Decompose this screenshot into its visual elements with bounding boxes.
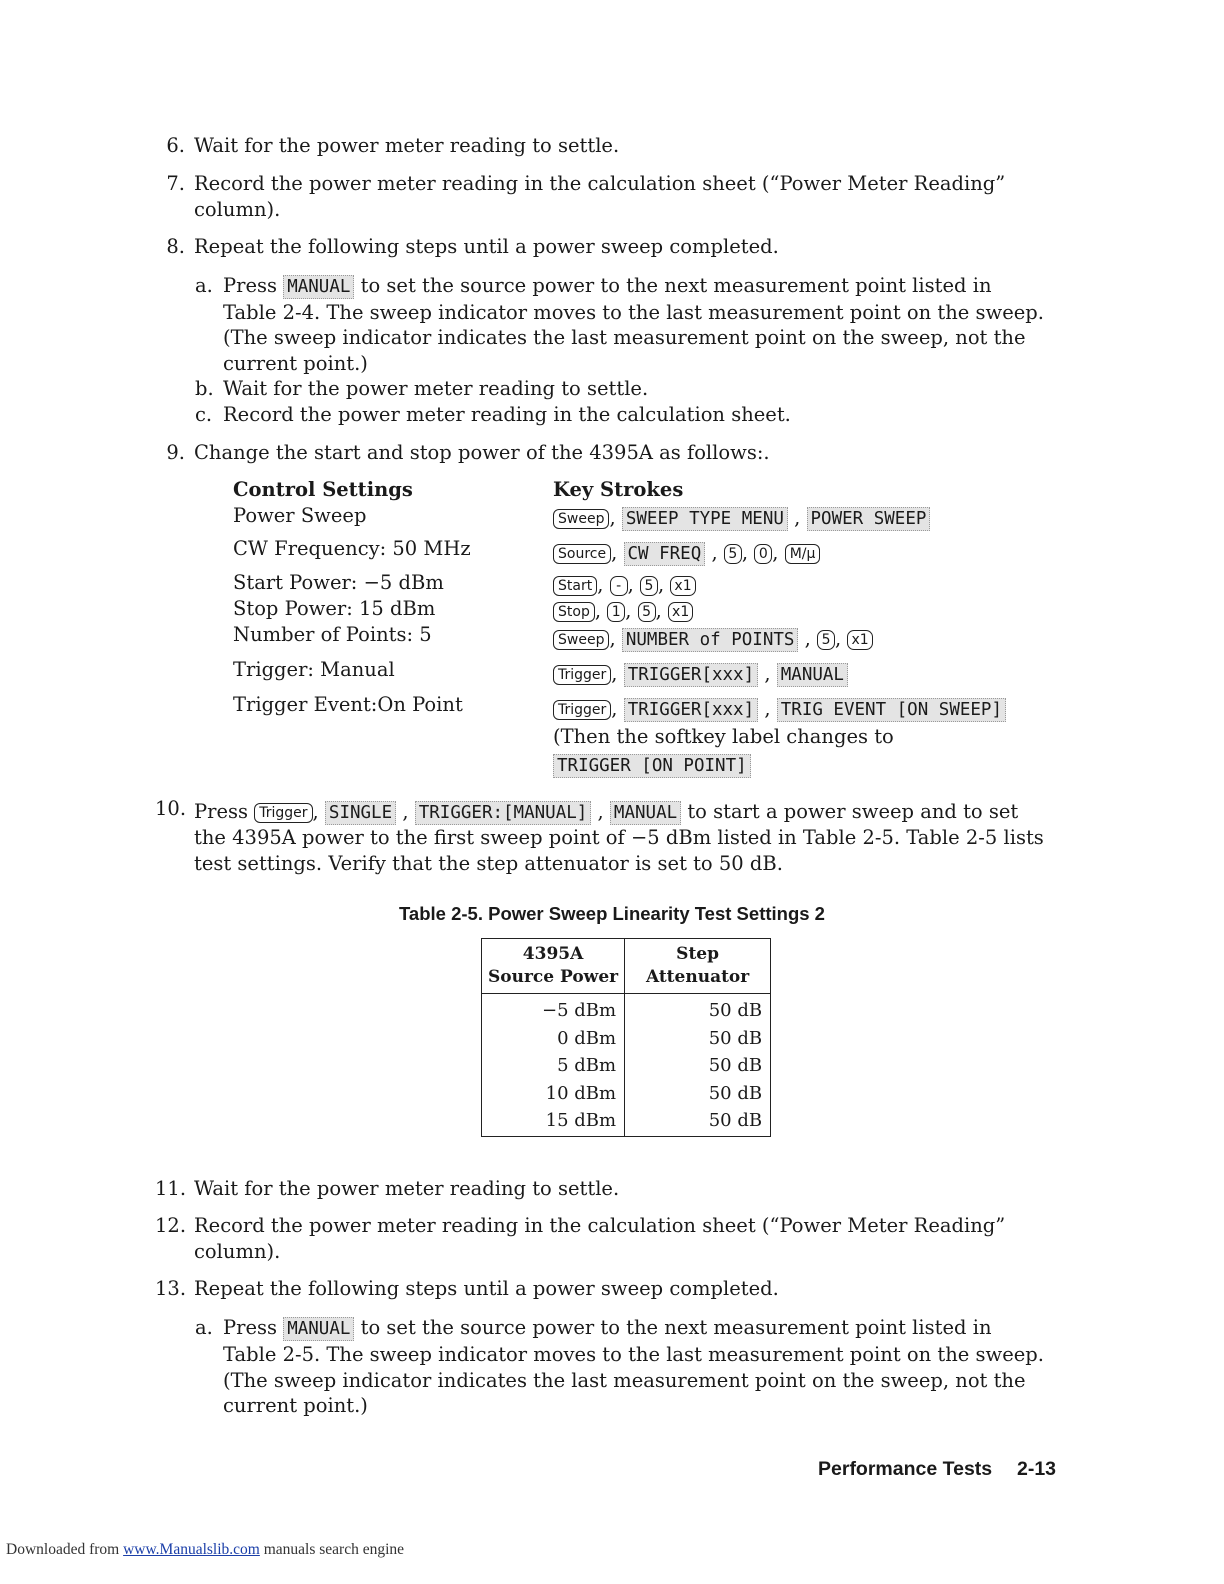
table-header-step-attenuator: Step Attenuator [625, 939, 771, 994]
stop-hardkey[interactable]: Stop [553, 602, 595, 622]
manualslib-link[interactable]: www.Manualslib.com [123, 1541, 260, 1558]
footer-page-number: 2-13 [1016, 1458, 1057, 1480]
manual-softkey[interactable]: MANUAL [283, 275, 354, 299]
source-hardkey[interactable]: Source [553, 544, 611, 564]
step-text: Repeat the following steps until a power sweep completed. [194, 235, 779, 258]
trigger-on-point-softkey[interactable]: TRIGGER [ON POINT] [553, 754, 751, 778]
step-number: 12. [155, 1214, 187, 1237]
control-settings-header: Control Settings [233, 478, 413, 501]
step-number: 8. [166, 235, 185, 258]
single-softkey[interactable]: SINGLE [325, 801, 396, 825]
substep-text: Press MANUAL to set the source power to the next measurement point listed in [223, 1316, 992, 1339]
softkey-note: (Then the softkey label changes to [553, 725, 894, 748]
setting-label: Trigger: Manual [233, 658, 395, 681]
substep-label: b. [195, 377, 214, 400]
step-number: 11. [155, 1177, 187, 1200]
step-text: column). [194, 1240, 281, 1263]
trigger-xxx-softkey[interactable]: TRIGGER[xxx] [624, 663, 758, 687]
substep-text: Table 2-5. The sweep indicator moves to the last measurement point on the sweep. [223, 1343, 1044, 1366]
step-text: test settings. Verify that the step attenuator is set to 50 dB. [194, 852, 783, 875]
substep-text: current point.) [223, 352, 368, 375]
step-text: Record the power meter reading in the calculation sheet (“Power Meter Reading” [194, 1214, 1006, 1237]
setting-label: Start Power: −5 dBm [233, 571, 444, 594]
trigger-xxx-softkey[interactable]: TRIGGER[xxx] [624, 698, 758, 722]
manual-softkey[interactable]: MANUAL [283, 1317, 354, 1341]
table-caption: Table 2-5. Power Sweep Linearity Test Settings 2 [399, 903, 825, 924]
substep-text: Press MANUAL to set the source power to the next measurement point listed in [223, 274, 992, 297]
substep-text: current point.) [223, 1394, 368, 1417]
step-number: 9. [166, 441, 185, 464]
sweep-type-menu-softkey[interactable]: SWEEP TYPE MENU [622, 507, 788, 531]
substep-label: a. [195, 1316, 213, 1339]
digit-key[interactable]: 0 [754, 544, 772, 564]
key-strokes: Start , - , 5 , x1 [553, 572, 696, 598]
digit-key[interactable]: 5 [638, 602, 656, 622]
download-banner: Downloaded from www.Manualslib.com manuals search engine [6, 1541, 405, 1558]
number-of-points-softkey[interactable]: NUMBER of POINTS [622, 628, 799, 652]
substep-text: Record the power meter reading in the calculation sheet. [223, 403, 791, 426]
digit-key[interactable]: 1 [607, 602, 625, 622]
step-text: Change the start and stop power of the 4395A as follows:. [194, 441, 770, 464]
cw-freq-softkey[interactable]: CW FREQ [624, 542, 706, 566]
setting-label: Trigger Event:On Point [233, 693, 463, 716]
manual-softkey[interactable]: MANUAL [610, 801, 681, 825]
page-footer [818, 1458, 1056, 1481]
setting-label: Power Sweep [233, 504, 367, 527]
step-text: Record the power meter reading in the calculation sheet (“Power Meter Reading” [194, 172, 1006, 195]
step-number: 6. [166, 134, 185, 157]
substep-label: c. [195, 403, 213, 426]
key-strokes: Sweep , SWEEP TYPE MENU , POWER SWEEP [553, 505, 930, 531]
setting-label: Stop Power: 15 dBm [233, 597, 436, 620]
trig-event-softkey[interactable]: TRIG EVENT [ON SWEEP] [777, 698, 1006, 722]
step-text: Wait for the power meter reading to settle. [194, 134, 620, 157]
step-text: Wait for the power meter reading to settle. [194, 1177, 620, 1200]
step-text: Repeat the following steps until a power sweep completed. [194, 1277, 779, 1300]
key-strokes-header: Key Strokes [553, 478, 684, 501]
key-strokes: Sweep , NUMBER of POINTS , 5 , x1 [553, 626, 873, 652]
step-text: column). [194, 198, 281, 221]
step-text: the 4395A power to the first sweep point of −5 dBm listed in Table 2-5. Table 2-5 lists [194, 826, 1044, 849]
table-row: −5 dBm 50 dB [482, 994, 771, 1025]
table-row: 5 dBm 50 dB [482, 1052, 771, 1080]
step-number: 10. [155, 797, 187, 820]
trigger-hardkey[interactable]: Trigger [553, 665, 611, 685]
setting-label: CW Frequency: 50 MHz [233, 537, 471, 560]
unit-key[interactable]: M/μ [785, 544, 821, 564]
start-hardkey[interactable]: Start [553, 576, 597, 596]
trigger-manual-softkey[interactable]: TRIGGER:[MANUAL] [415, 801, 592, 825]
sweep-hardkey[interactable]: Sweep [553, 630, 609, 650]
step-text: Press Trigger , SINGLE , TRIGGER:[MANUAL] , MANUAL to start a power sweep and to set [194, 800, 1019, 823]
digit-key[interactable]: 5 [724, 544, 742, 564]
table-row: 10 dBm 50 dB [482, 1080, 771, 1108]
step-number: 13. [155, 1277, 187, 1300]
table-row: 15 dBm 50 dB [482, 1107, 771, 1136]
minus-key[interactable]: - [610, 576, 628, 596]
footer-section: Performance Tests [818, 1458, 993, 1480]
power-sweep-softkey[interactable]: POWER SWEEP [807, 507, 931, 531]
trigger-hardkey[interactable]: Trigger [553, 700, 611, 720]
key-strokes: Stop , 1 , 5 , x1 [553, 598, 693, 624]
x1-key[interactable]: x1 [670, 576, 695, 596]
key-strokes: Source , CW FREQ , 5 , 0 , M/μ [553, 540, 820, 566]
table-row: 0 dBm 50 dB [482, 1025, 771, 1053]
substep-text: Wait for the power meter reading to settle. [223, 377, 649, 400]
setting-label: Number of Points: 5 [233, 623, 432, 646]
digit-key[interactable]: 5 [817, 630, 835, 650]
x1-key[interactable]: x1 [847, 630, 872, 650]
substep-label: a. [195, 274, 213, 297]
power-sweep-table [481, 938, 771, 1137]
step-number: 7. [166, 172, 185, 195]
manual-softkey[interactable]: MANUAL [777, 663, 848, 687]
trigger-hardkey[interactable]: Trigger [254, 803, 312, 823]
sweep-hardkey[interactable]: Sweep [553, 509, 609, 529]
key-strokes: Trigger , TRIGGER[xxx] , TRIG EVENT [ON SWEEP] [553, 696, 1006, 722]
key-strokes: Trigger , TRIGGER[xxx] , MANUAL [553, 661, 848, 687]
x1-key[interactable]: x1 [668, 602, 693, 622]
substep-text: Table 2-4. The sweep indicator moves to the last measurement point on the sweep. [223, 301, 1044, 324]
substep-text: (The sweep indicator indicates the last measurement point on the sweep, not the [223, 326, 1026, 349]
substep-text: (The sweep indicator indicates the last measurement point on the sweep, not the [223, 1369, 1026, 1392]
digit-key[interactable]: 5 [640, 576, 658, 596]
softkey-note [553, 752, 751, 778]
table-header-source-power: 4395A Source Power [482, 939, 625, 994]
